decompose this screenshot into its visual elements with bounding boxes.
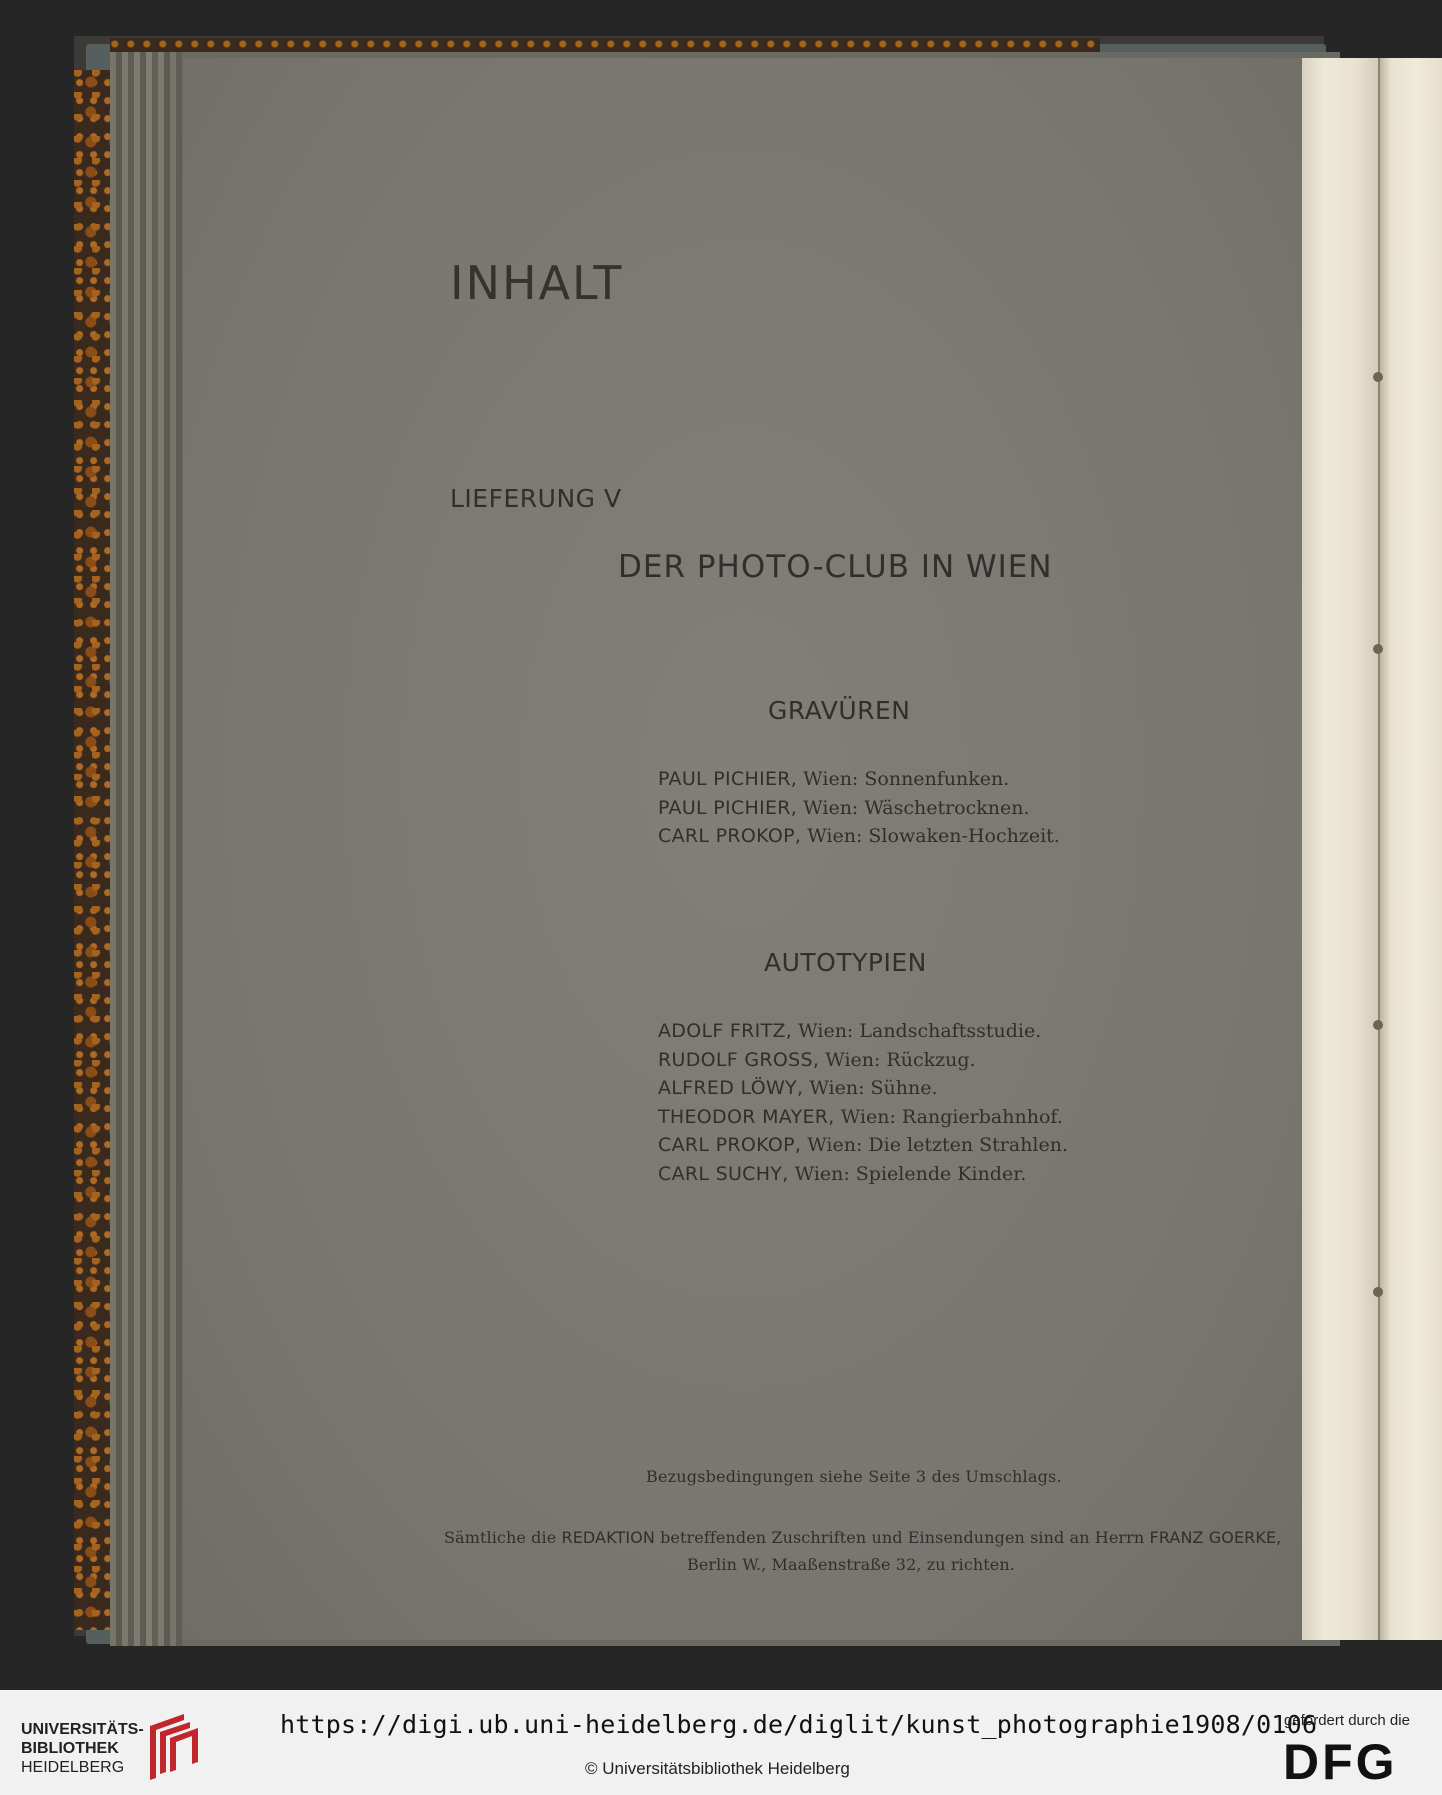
permalink-url[interactable]: https://digi.ub.uni-heidelberg.de/diglit/kunst_photographie1908/0106 (280, 1710, 1318, 1739)
entry-author: CARL PROKOP, (658, 1134, 802, 1156)
entry-title: Wien: Slowaken-Hochzeit. (801, 825, 1060, 847)
list-item (658, 1046, 1068, 1075)
section-heading-autotypien: AUTOTYPIEN (764, 948, 927, 977)
ub-heidelberg-logo-icon (146, 1712, 202, 1782)
gravueren-list (658, 765, 1060, 851)
logo-line: BIBLIOTHEK (21, 1740, 119, 1757)
note-text: REDAKTION (561, 1528, 655, 1547)
facing-page-edge-2 (1378, 58, 1442, 1640)
list-item (658, 1103, 1068, 1132)
note-text: FRANZ GOERKE, (1149, 1528, 1282, 1547)
entry-title: Wien: Rückzug. (819, 1048, 976, 1071)
autotypien-list (658, 1017, 1068, 1188)
list-item (658, 1131, 1068, 1160)
list-item (658, 1074, 1068, 1103)
list-item (658, 794, 1060, 823)
logo-line: HEIDELBERG (21, 1759, 125, 1776)
club-heading: DER PHOTO-CLUB IN WIEN (618, 549, 1053, 585)
note-text: betreffenden Zuschriften und Einsendungen sind an Herrn (654, 1528, 1150, 1547)
copyright-text: © Universitätsbibliothek Heidelberg (585, 1759, 850, 1778)
binding-gutter (1378, 58, 1380, 1640)
entry-author: RUDOLF GROSS, (658, 1048, 820, 1071)
footer-bar (0, 1690, 1442, 1795)
note-text: Sämtliche die (444, 1528, 562, 1547)
dfg-logo: DFG (1283, 1734, 1398, 1790)
entry-title: Wien: Landschaftsstudie. (792, 1020, 1042, 1042)
marbled-spine-edge (74, 70, 110, 1630)
entry-title: Wien: Spielende Kinder. (788, 1162, 1027, 1185)
list-item (658, 822, 1060, 851)
binding-stitch (1373, 644, 1383, 654)
entry-author: CARL PROKOP, (658, 825, 802, 847)
entry-author: PAUL PICHIER, (658, 768, 798, 790)
list-item (658, 1017, 1068, 1046)
page-title: INHALT (450, 256, 624, 310)
entry-author: CARL SUCHY, (658, 1162, 789, 1185)
facing-page-edge (1302, 58, 1378, 1640)
section-heading-gravueren: GRAVÜREN (768, 696, 911, 725)
entry-author: PAUL PICHIER, (658, 796, 798, 819)
entry-title: Wien: Sonnenfunken. (797, 768, 1010, 790)
editorial-note-line1 (444, 1528, 1281, 1547)
entry-title: Wien: Rangierbahnhof. (834, 1105, 1063, 1128)
dfg-caption: gefördert durch die (1284, 1712, 1410, 1729)
binding-stitch (1373, 372, 1383, 382)
entry-author: THEODOR MAYER, (658, 1105, 835, 1128)
entry-title: Wien: Die letzten Strahlen. (801, 1134, 1069, 1156)
entry-author: ALFRED LÖWY, (658, 1077, 804, 1099)
entry-title: Wien: Sühne. (803, 1077, 938, 1099)
issue-label: LIEFERUNG V (450, 484, 622, 513)
entry-author: ADOLF FRITZ, (658, 1020, 793, 1042)
logo-line: UNIVERSITÄTS- (21, 1721, 144, 1738)
subscription-note: Bezugsbedingungen siehe Seite 3 des Umschlags. (646, 1467, 1062, 1486)
entry-title: Wien: Wäschetrocknen. (797, 796, 1030, 819)
ub-heidelberg-logo-text (21, 1720, 144, 1777)
list-item (658, 765, 1060, 794)
editorial-note-line2: Berlin W., Maaßenstraße 32, zu richten. (687, 1555, 1015, 1574)
list-item (658, 1160, 1068, 1189)
binding-stitch (1373, 1020, 1383, 1030)
binding-stitch (1373, 1287, 1383, 1297)
